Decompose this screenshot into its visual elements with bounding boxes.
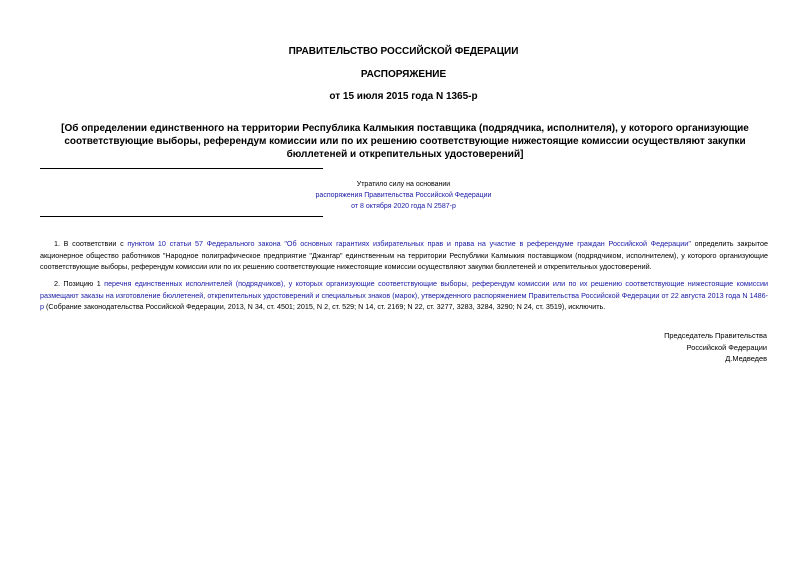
- paragraph-1: [40, 238, 768, 273]
- document-type-heading: РАСПОРЯЖЕНИЕ: [360, 69, 447, 80]
- document-title: [Об определении единственного на территории Республика Калмыкия поставщика (подрядчика, исполнителя), у которого организующие соответствующие выборы, референдум комиссии или по их решению соответствующие нижестоящие комиссии осуществляют закупки бюллетеней и открепительных удостоверений]: [61, 123, 749, 160]
- signature-country: Российской Федерации: [686, 342, 767, 352]
- decree-1486-link[interactable]: , утвержденного распоряжением Правительства Российской Федерации от 22 августа 2013 года N 1486-р: [40, 290, 768, 312]
- paragraph-1-text: определить закрытое акционерное общество работников "Народное полиграфическое предприятие "Джангар" единственным на территории Республики Калмыкия поставщиком (подрядчиком, исполнителем), у которого организующие соответствующие выборы, референдум комиссии или по их решению соответствующие нижестоящие комиссии осуществляют закупки бюллетеней и открепительных удостоверений.: [40, 239, 768, 272]
- signature-title: Председатель Правительства: [664, 331, 767, 340]
- status-note: [280, 179, 527, 212]
- law-link[interactable]: пунктом 10 статьи 57 Федерального закона "Об основных гарантиях избирательных прав и права на участие в референдуме граждан Российской Федерации": [127, 239, 691, 248]
- status-line-text: Утратило силу на основании: [356, 181, 451, 188]
- signature-name: Д.Медведев: [725, 354, 767, 363]
- status-link-date[interactable]: от 8 октября 2020 года N 2587-р: [351, 203, 456, 210]
- paragraph-2-text: (Собрание законодательства Российской Федерации, 2013, N 34, ст. 4501; 2015, N 2, ст. 529; N 14, ст. 2169; N 22, ст. 3277, 3283, 3284, 3290; N 24, ст. 3519), исключить.: [46, 302, 606, 312]
- divider-top: [40, 168, 323, 169]
- paragraph-2: [40, 278, 768, 313]
- paragraph-1-prefix: 1. В соответствии с: [54, 239, 124, 248]
- document-date-number: от 15 июля 2015 года N 1365-р: [329, 91, 478, 102]
- government-heading: ПРАВИТЕЛЬСТВО РОССИЙСКОЙ ФЕДЕРАЦИИ: [288, 46, 519, 57]
- divider-bottom: [40, 216, 323, 217]
- paragraph-2-prefix: 2. Позицию 1: [54, 279, 101, 288]
- status-link-decree[interactable]: распоряжения Правительства Российской Федерации: [315, 192, 492, 199]
- executors-list-link[interactable]: перечня единственных исполнителей (подрядчиков), у которых организующие соответствующие выборы, референдум комиссии или по их решению соответствующие нижестоящие комиссии размещают заказы на изготовление бюллетеней, открепительных удостоверений и специальных знаков (марок): [40, 279, 768, 300]
- signature-block: [664, 330, 767, 365]
